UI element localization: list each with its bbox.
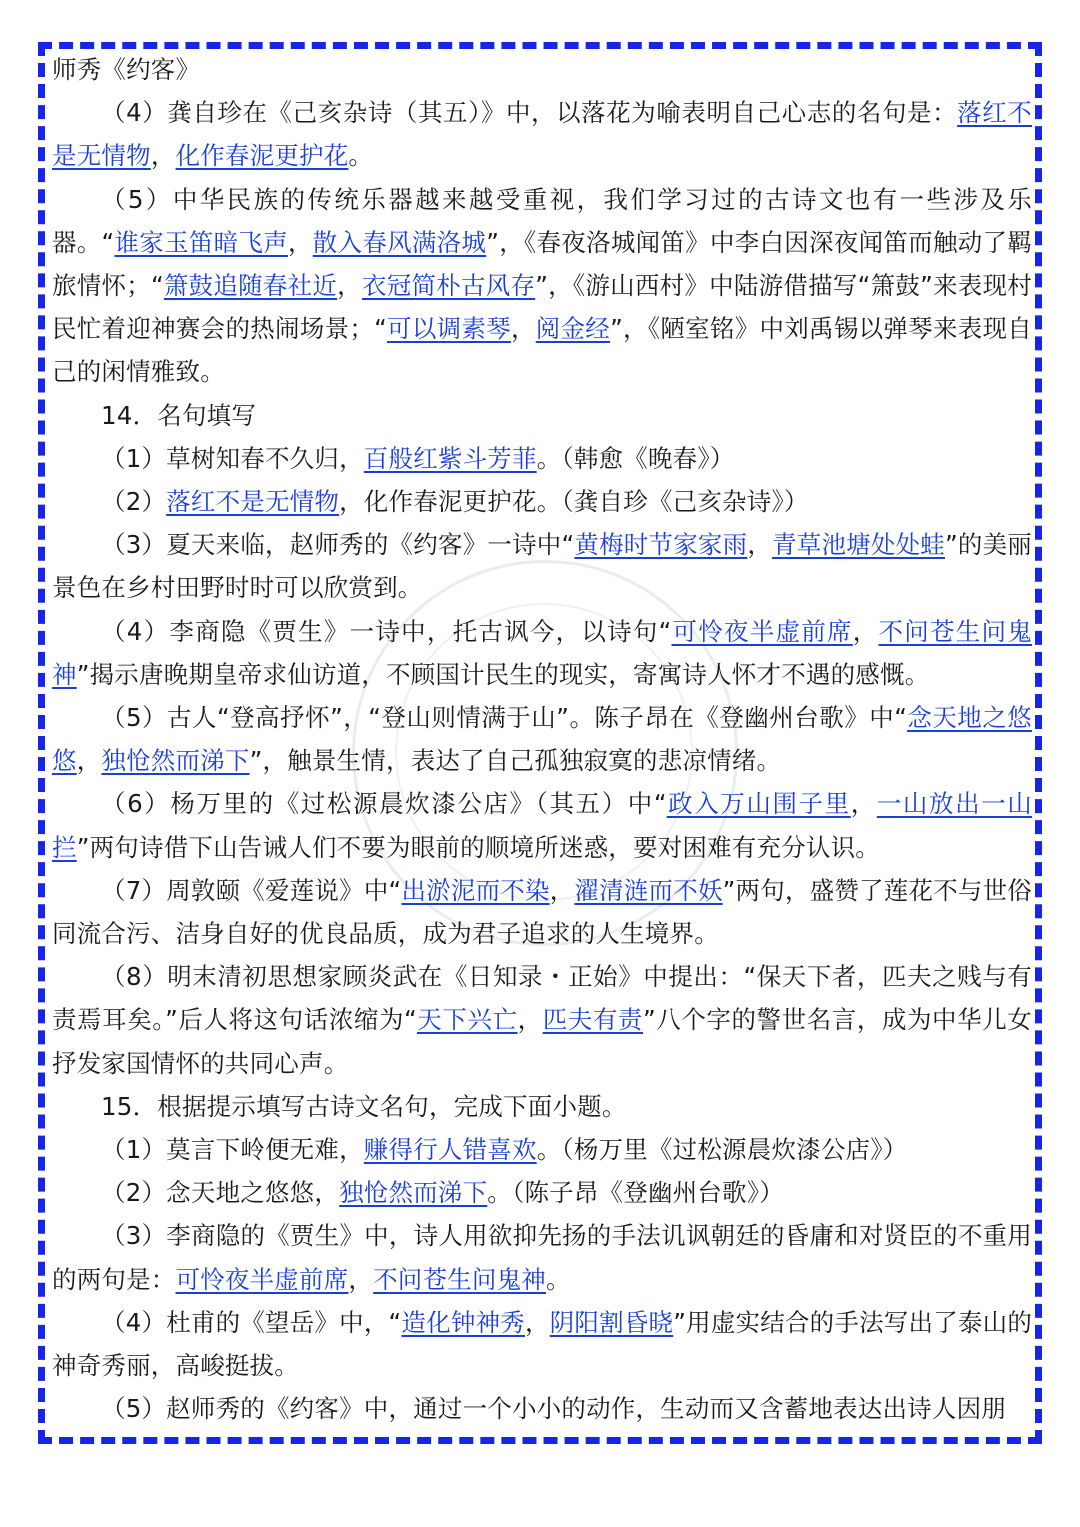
paragraph-text: （3）夏天来临，赵师秀的《约客》一诗中“ <box>101 530 575 560</box>
paragraph-text: （5）赵师秀的《约客》中，通过一个小小的动作，生动而又含蓄地表达出诗人因朋 <box>101 1394 1006 1424</box>
paragraph-text: ， <box>337 271 362 301</box>
paragraph-text: ， <box>852 616 879 646</box>
answer-text: 黄梅时节家家雨 <box>574 530 748 560</box>
paragraph <box>52 437 1032 480</box>
paragraph-text: ”用虚实结合的手法写出了泰山的神奇秀丽，高峻挺拔。 <box>52 1307 1033 1381</box>
paragraph-text: 14．名句填写 <box>101 400 257 430</box>
paragraph <box>52 480 1032 523</box>
paragraph-text: 师秀《约客》 <box>52 55 201 84</box>
answer-text: 赚得行人错喜欢 <box>363 1135 537 1165</box>
answer-text: 濯清涟而不妖 <box>574 875 723 905</box>
paragraph <box>52 782 1032 868</box>
answer-text: 箫鼓追随春社近 <box>163 271 338 301</box>
answer-text: 阴阳割昏晓 <box>549 1307 674 1337</box>
paragraph-text: ， <box>287 227 313 257</box>
answer-text: 匹夫有责 <box>542 1005 643 1035</box>
paragraph <box>52 1085 1032 1128</box>
answer-text: 可怜夜半虚前席 <box>175 1264 349 1294</box>
answer-text: 阅金经 <box>535 314 611 344</box>
answer-text: 一山放出一山拦 <box>52 789 1032 862</box>
answer-text: 独怆然而涕下 <box>339 1178 488 1208</box>
paragraph-text: ，化作春泥更护花。（龚自珍《己亥杂诗》） <box>339 487 809 517</box>
answer-text: 天下兴亡 <box>416 1005 518 1035</box>
answer-text: 落红不是无情物 <box>52 98 1032 171</box>
paragraph-text: 。（陈子昂《登幽州台歌》） <box>487 1178 784 1208</box>
paragraph-text: （1）草树知春不久归， <box>101 443 364 473</box>
paragraph-text: 。 <box>348 141 374 171</box>
paragraph <box>52 91 1032 177</box>
paragraph <box>52 1128 1032 1171</box>
document-body <box>52 48 1032 1431</box>
answer-text: 出淤泥而不染 <box>401 875 550 905</box>
paragraph-text: （2） <box>101 487 167 517</box>
paragraph <box>52 610 1032 696</box>
paragraph-text: ， <box>510 314 536 344</box>
paragraph-text: ”八个字的警世名言，成为中华儿女抒发家国情怀的共同心声。 <box>52 1005 1032 1078</box>
paragraph-text: （5）古人“登高抒怀”，“登山则情满于山”。陈子昂在《登幽州台歌》中“ <box>101 703 908 733</box>
answer-text: 衣冠简朴古风存 <box>361 271 536 301</box>
paragraph-text: ”两句诗借下山告诫人们不要为眼前的顺境所迷惑，要对困难有充分认识。 <box>76 832 880 862</box>
answer-text: 谁家玉笛暗飞声 <box>114 227 288 257</box>
paragraph-text: ， <box>549 875 575 905</box>
answer-text: 不问苍生问鬼神 <box>52 616 1032 689</box>
paragraph <box>52 394 1032 437</box>
paragraph <box>52 523 1032 609</box>
paragraph-text: （4）杜甫的《望岳》中，“ <box>101 1307 402 1337</box>
answer-text: 可以调素琴 <box>386 314 511 344</box>
paragraph-text: （8）明末清初思想家顾炎武在《日知录・正始》中提出：“保天下者，匹夫之贱与有责焉耳矣。”后人将这句话浓缩为“ <box>52 962 1032 1035</box>
paragraph-text: （5）中华民族的传统乐器越来越受重视，我们学习过的古诗文也有一些涉及乐器。“ <box>52 184 1032 257</box>
paragraph-text: ”，触景生情，表达了自己孤独寂寞的悲凉情绪。 <box>249 746 782 776</box>
answer-text: 造化钟神秀 <box>401 1307 525 1337</box>
paragraph-text: ”，《游山西村》中陆游借描写“箫鼓”来表现村民忙着迎神赛会的热闹场景；“ <box>52 271 1033 344</box>
answer-text: 落红不是无情物 <box>166 487 340 517</box>
answer-text: 散入春风满洛城 <box>312 227 487 257</box>
paragraph-text: ， <box>525 1307 550 1337</box>
paragraph-text: ”两句，盛赞了莲花不与世俗同流合污、洁身自好的优良品质，成为君子追求的人生境界。 <box>52 875 1033 949</box>
paragraph-text: 。（韩愈《晚春》） <box>536 443 735 473</box>
paragraph <box>52 869 1032 955</box>
paragraph <box>52 178 1032 394</box>
paragraph-text: 。 <box>546 1264 571 1294</box>
answer-text: 不问苍生问鬼神 <box>373 1264 547 1294</box>
paragraph <box>52 48 1032 91</box>
answer-text: 青草池塘处处蛙 <box>772 530 945 560</box>
answer-text: 独怆然而涕下 <box>101 746 250 776</box>
paragraph <box>52 955 1032 1085</box>
paragraph-text: ， <box>747 530 773 560</box>
paragraph-text: ”，《春夜洛城闻笛》中李白因深夜闻笛而触动了羁旅情怀；“ <box>52 227 1032 301</box>
answer-text: 化作春泥更护花 <box>175 141 349 171</box>
paragraph-text: ， <box>850 789 877 819</box>
paragraph-text: （6）杨万里的《过松源晨炊漆公店》（其五）中“ <box>101 789 667 819</box>
paragraph-text: 。（杨万里《过松源晨炊漆公店》） <box>536 1135 908 1165</box>
paragraph <box>52 696 1032 782</box>
answer-text: 可怜夜半虚前席 <box>671 616 853 646</box>
paragraph-text: （7）周敦颐《爱莲说》中“ <box>101 875 402 905</box>
paragraph <box>52 1214 1032 1300</box>
answer-text: 政入万山围子里 <box>666 789 851 819</box>
paragraph-text: ， <box>76 746 102 776</box>
paragraph-text: （4）李商隐《贾生》一诗中，托古讽今，以诗句“ <box>101 616 672 646</box>
paragraph-text: ， <box>150 141 176 171</box>
paragraph-text: （4）龚自珍在《己亥杂诗（其五）》中，以落花为喻表明自己心志的名句是： <box>101 98 958 128</box>
paragraph-text: ”揭示唐晚期皇帝求仙访道，不顾国计民生的现实，寄寓诗人怀才不遇的感慨。 <box>76 659 930 689</box>
answer-text: 百般红紫斗芳菲 <box>363 443 537 473</box>
paragraph-text: （2）念天地之悠悠， <box>101 1178 340 1208</box>
paragraph <box>52 1301 1032 1387</box>
paragraph-text: ， <box>348 1264 374 1294</box>
paragraph-text: （1）莫言下岭便无难， <box>101 1135 364 1165</box>
paragraph <box>52 1171 1032 1214</box>
answer-text: 念天地之悠悠 <box>52 703 1032 776</box>
paragraph-text: 15．根据提示填写古诗文名句，完成下面小题。 <box>101 1091 627 1121</box>
paragraph-text: （3）李商隐的《贾生》中，诗人用欲抑先扬的手法讥讽朝廷的昏庸和对贤臣的不重用的两句是： <box>52 1221 1032 1294</box>
paragraph <box>52 1387 1032 1430</box>
paragraph-text: ， <box>517 1005 543 1035</box>
paragraph-text: ”，《陋室铭》中刘禹锡以弹琴来表现自己的闲情雅致。 <box>52 314 1032 387</box>
paragraph-text: ”的美丽景色在乡村田野时时可以欣赏到。 <box>52 530 1033 603</box>
